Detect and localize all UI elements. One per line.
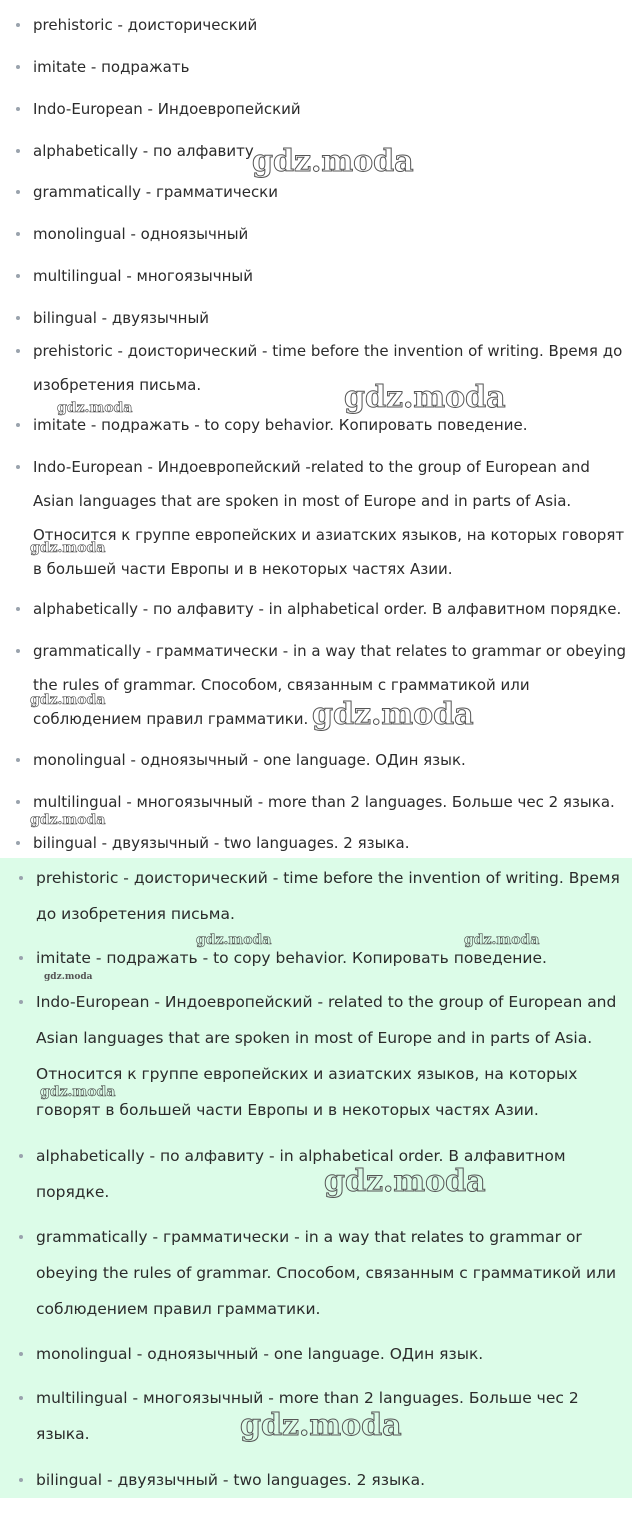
list-item: imitate - подражать [33,50,628,84]
watermark: gdz.moda [30,692,106,708]
list-item: monolingual - одноязычный [33,217,628,251]
list-item: monolingual - одноязычный - one language. ОДин язык. [33,743,628,777]
watermark: gdz.moda [57,400,133,416]
list-item: multilingual - многоязычный - more than 2 languages. Больше чес 2 языка. [36,1380,628,1452]
watermark: gdz.moda [44,972,93,982]
list-item: grammatically - грамматически [33,175,628,209]
list-item: prehistoric - доисторический - time before the invention of writing. Время до изобретения письма. [36,860,628,932]
watermark: gdz.moda [30,812,106,828]
watermark: gdz.moda [252,144,414,179]
list-item: prehistoric - доисторический - time before the invention of writing. Время до изобретения письма. [33,334,628,402]
list-item: Indo-European - Индоевропейский -related to the group of European and Asian languages that are spoken in most of Europe and in parts of Asia. Относится к группе европейских и азиатских языков, на которых говорят в большей части Европы и в некоторых частях Азии. [33,450,628,586]
answer-section-highlighted [0,858,632,1498]
watermark: gdz.moda [312,697,474,732]
list-item: monolingual - одноязычный - one language. ОДин язык. [36,1336,628,1372]
list-item: alphabetically - по алфавиту - in alphabetical order. В алфавитном порядке. [33,592,628,626]
list-item: bilingual - двуязычный - two languages. 2 языка. [36,1462,628,1498]
list-item: bilingual - двуязычный [33,301,628,335]
list-item: Indo-European - Индоевропейский [33,92,628,126]
list-item: grammatically - грамматически - in a way that relates to grammar or obeying the rules of grammar. Способом, связанным с грамматикой или соблюдением правил грамматики. [36,1219,628,1327]
list-item: bilingual - двуязычный - two languages. 2 языка. [33,826,628,860]
watermark: gdz.moda [30,540,106,556]
list-item: alphabetically - по алфавиту - in alphabetical order. В алфавитном порядке. [36,1138,628,1210]
list-item: imitate - подражать - to copy behavior. Копировать поведение. [33,408,628,442]
list-item: Indo-European - Индоевропейский - related to the group of European and Asian languages that are spoken in most of Europe and in parts of Asia. Относится к группе европейских и азиатских языков, на которых говорят в большей части Европы и в некоторых частях Азии. [36,984,628,1128]
list-item: multilingual - многоязычный [33,259,628,293]
list-item: grammatically - грамматически - in a way that relates to grammar or obeying the rules of grammar. Способом, связанным с грамматикой или соблюдением правил грамматики. [33,634,628,736]
list-item: multilingual - многоязычный - more than 2 languages. Больше чес 2 языка. [33,785,628,819]
list-item: alphabetically - по алфавиту [33,134,628,168]
list-item: prehistoric - доисторический [33,8,628,42]
watermark: gdz.moda [344,380,506,415]
list-item: imitate - подражать - to copy behavior. Копировать поведение. [36,940,628,976]
